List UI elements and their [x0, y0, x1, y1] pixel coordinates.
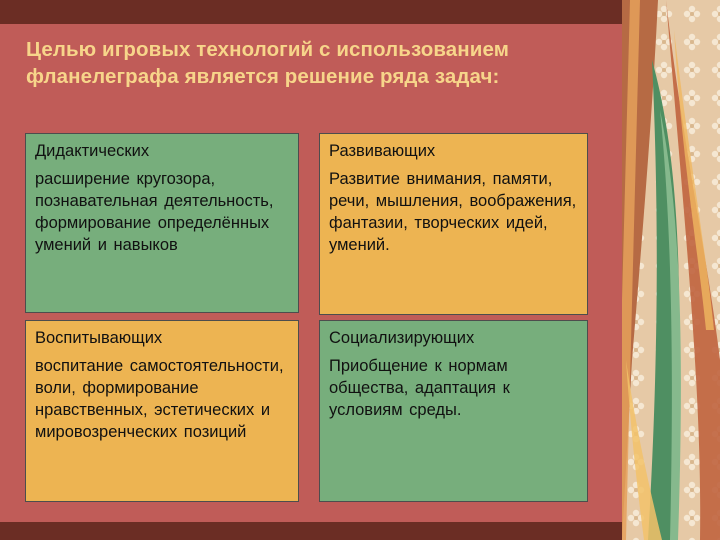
card-didactic: [25, 133, 299, 313]
slide-title: [26, 36, 606, 90]
card-developing: [319, 133, 588, 315]
card-text: воспитание самостоятельности, воли, формирование нравственных, эстетических и мировозренческих позиций: [35, 357, 284, 441]
title-line-1: Целью игровых технологий с использованием: [26, 38, 509, 61]
card-title: Социализирующих: [329, 329, 475, 347]
card-title: Дидактических: [35, 142, 150, 160]
card-text: Приобщение к нормам общества, адаптация к условиям среды.: [329, 357, 510, 419]
card-socializing: [319, 320, 588, 502]
bottom-band: [0, 522, 622, 540]
top-band: [0, 0, 622, 24]
decorative-side-panel: [622, 0, 720, 540]
ornament-pattern: [622, 0, 720, 540]
title-line-2: фланелеграфа является решение ряда задач:: [26, 65, 500, 88]
card-educating: [25, 320, 299, 502]
card-title: Развивающих: [329, 142, 436, 160]
card-text: Развитие внимания, памяти, речи, мышления, воображения, фантазии, творческих идей, умений.: [329, 170, 577, 254]
card-title: Воспитывающих: [35, 329, 163, 347]
card-text: расширение кругозора, познавательная деятельность, формирование определённых умений и навыков: [35, 170, 274, 254]
